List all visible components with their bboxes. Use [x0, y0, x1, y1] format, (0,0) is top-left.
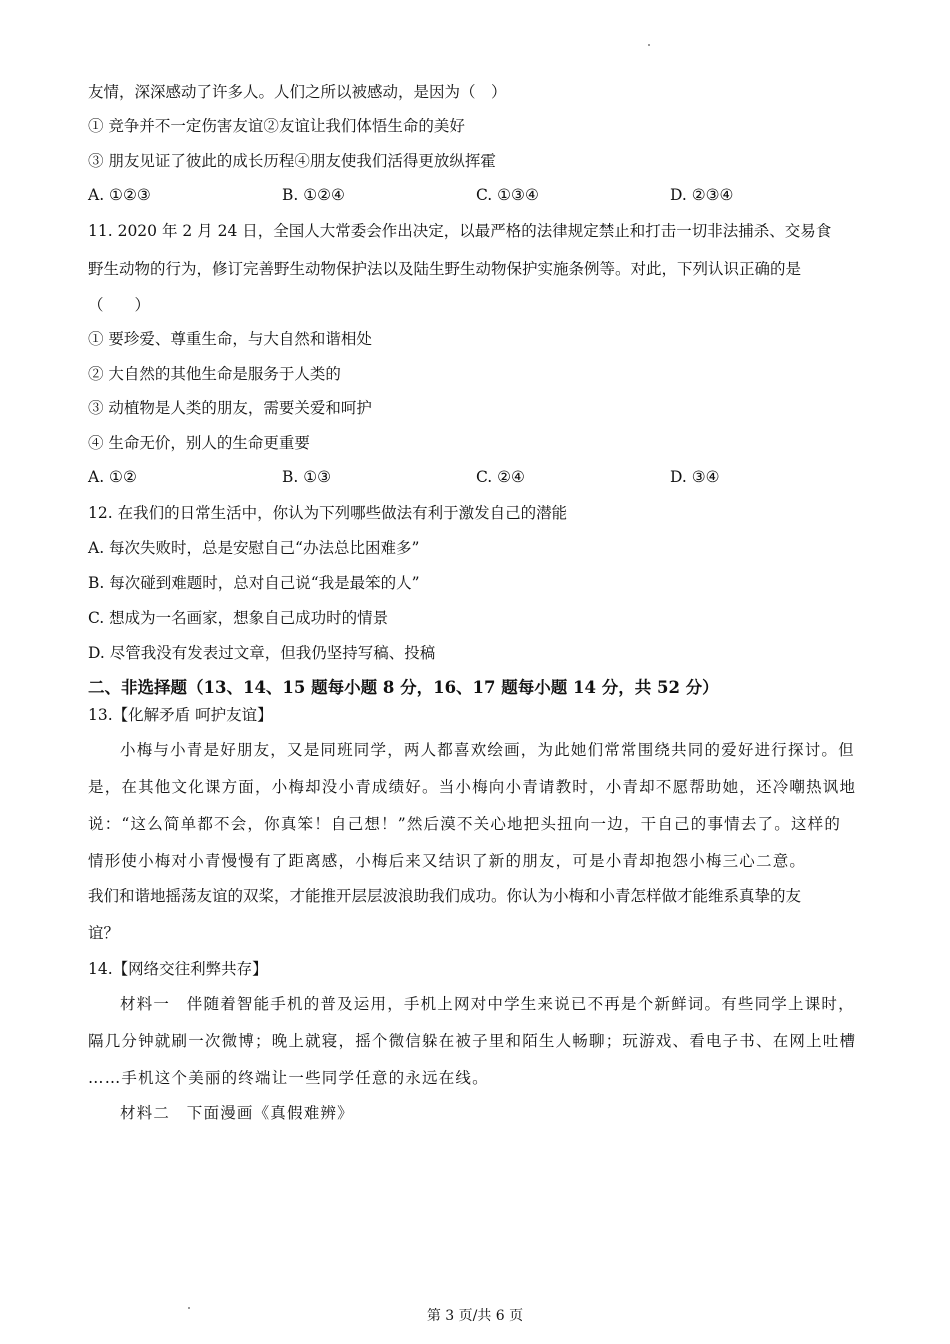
- q14-material1-line1: 材料一 伴随着智能手机的普及运用，手机上网对中学生来说已不再是个新鲜词。有些同学上课时，: [120, 995, 855, 1013]
- page-footer: 第 3 页/共 6 页: [426, 1308, 524, 1324]
- q10-option-d: D. ②③④: [670, 186, 734, 204]
- q13-question-line1: 我们和谐地摇荡友谊的双桨，才能推开层层波浪助我们成功。你认为小梅和小青怎样做才能维系真挚的友: [88, 887, 802, 905]
- q10-option-c: C. ①③④: [476, 186, 539, 204]
- q11-option-b: B. ①③: [282, 468, 332, 486]
- q14-material2: 材料二 下面漫画《真假难辨》: [120, 1104, 354, 1122]
- q13-passage-line1: 小梅与小青是好朋友，又是同班同学，两人都喜欢绘画，为此她们常常围绕共同的爱好进行探讨。但: [120, 741, 855, 759]
- q13-passage-line3: 说：“这么简单都不会，你真笨！自己想！”然后漠不关心地把头扭向一边，干自己的事情去了。这样的: [88, 815, 842, 833]
- q13-passage-line4: 情形使小梅对小青慢慢有了距离感，小梅后来又结识了新的朋友，可是小青却抱怨小梅三心二意。: [88, 852, 807, 870]
- q12-option-d: D. 尽管我没有发表过文章，但我仍坚持写稿、投稿: [88, 644, 436, 662]
- q13-title: 13.【化解矛盾 呵护友谊】: [88, 706, 273, 724]
- q14-title: 14.【网络交往利弊共存】: [88, 960, 268, 978]
- q10-option-b: B. ①②④: [282, 186, 345, 204]
- q10-item-1: ① 竞争并不一定伤害友谊②友谊让我们体悟生命的美好: [88, 117, 465, 135]
- q11-stem-line1: 11. 2020 年 2 月 24 日，全国人大常委会作出决定，以最严格的法律规定禁止和打击一切非法捕杀、交易食: [88, 222, 832, 240]
- q12-option-c: C. 想成为一名画家，想象自己成功时的情景: [88, 609, 389, 627]
- q11-item-4: ④ 生命无价，别人的生命更重要: [88, 434, 310, 452]
- q12-option-b: B. 每次碰到难题时，总对自己说“我是最笨的人”: [88, 574, 420, 592]
- q12-stem: 12. 在我们的日常生活中，你认为下列哪些做法有利于激发自己的潜能: [88, 504, 568, 522]
- q11-item-1: ① 要珍爱、尊重生命，与大自然和谐相处: [88, 330, 372, 348]
- q11-option-c: C. ②④: [476, 468, 525, 486]
- q11-item-2: ② 大自然的其他生命是服务于人类的: [88, 365, 341, 383]
- q13-passage-line2: 是，在其他文化课方面，小梅却没小青成绩好。当小梅向小青请教时，小青却不愿帮助她，还冷嘲热讽地: [88, 778, 857, 796]
- section-heading: 二、非选择题（13、14、15 题每小题 8 分，16、17 题每小题 14 分，共 52 分）: [88, 678, 719, 697]
- q11-option-d: D. ③④: [670, 468, 720, 486]
- q11-item-3: ③ 动植物是人类的朋友，需要关爱和呵护: [88, 399, 372, 417]
- q12-option-a: A. 每次失败时，总是安慰自己“办法总比困难多”: [88, 539, 420, 557]
- q10-stem-tail: 友情，深深感动了许多人。人们之所以被感动，是因为（ ）: [88, 83, 507, 101]
- q13-question-line2: 谊？: [88, 924, 120, 942]
- q14-material1-line3: ……手机这个美丽的终端让一些同学任意的永远在线。: [88, 1069, 489, 1087]
- q10-item-2: ③ 朋友见证了彼此的成长历程④朋友使我们活得更放纵挥霍: [88, 152, 496, 170]
- q10-option-a: A. ①②③: [88, 186, 151, 204]
- scan-speck: [648, 44, 650, 46]
- q14-material1-line2: 隔几分钟就刷一次微博；晚上就寝，摇个微信躲在被子里和陌生人畅聊；玩游戏、看电子书、在网上吐槽: [88, 1032, 857, 1050]
- q11-stem-line2: 野生动物的行为，修订完善野生动物保护法以及陆生野生动物保护实施条例等。对此，下列认识正确的是: [88, 260, 802, 278]
- q11-stem-line3: （ ）: [88, 296, 151, 314]
- q11-option-a: A. ①②: [88, 468, 137, 486]
